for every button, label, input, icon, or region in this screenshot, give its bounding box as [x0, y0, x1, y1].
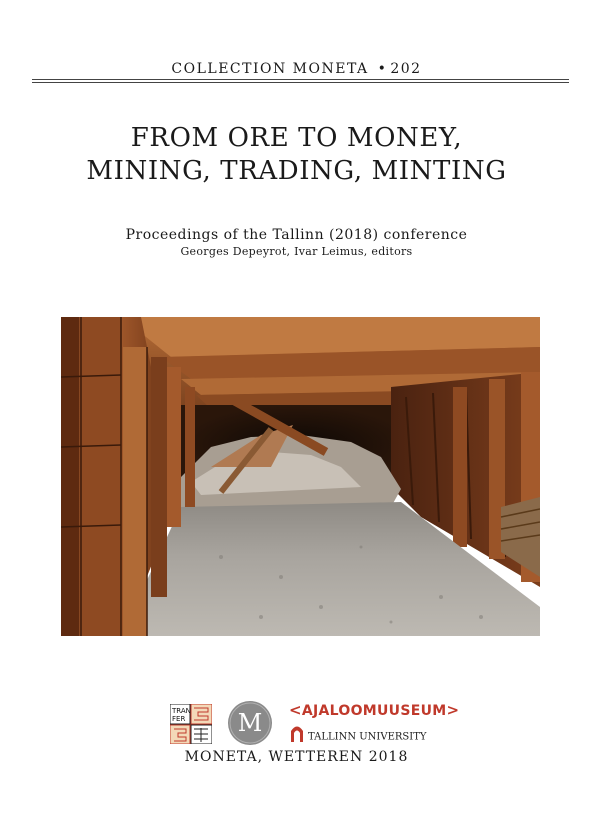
logo-strip — [0, 698, 593, 748]
moneta-letter: M — [237, 709, 263, 737]
ajaloomuuseum-logo — [289, 700, 460, 720]
series-line — [0, 60, 593, 78]
svg-text:FER: FER — [172, 715, 186, 723]
book-editors: Georges Depeyrot, Ivar Leimus, editors — [180, 245, 413, 258]
series-number: 202 — [390, 61, 422, 77]
ajaloo-left-chevron: < — [289, 701, 302, 719]
moneta-logo — [227, 700, 273, 746]
title-line-2: MINING, TRADING, MINTING — [86, 156, 507, 186]
svg-text:TRAN: TRAN — [172, 707, 191, 715]
book-subtitle: Proceedings of the Tallinn (2018) conference — [125, 227, 468, 243]
book-title — [0, 122, 593, 188]
series-separator: • — [377, 61, 388, 77]
ajaloomuuseum-text: AJALOOMUUSEUM — [301, 703, 447, 719]
tallinn-university-logo — [290, 724, 440, 744]
tallinn-university-icon — [290, 724, 304, 750]
tallinn-university-text: TALLINN UNIVERSITY — [308, 731, 427, 743]
cover-photo — [61, 317, 540, 636]
header-rule-bottom — [32, 82, 569, 83]
transfer-logo — [170, 704, 212, 744]
series-name: COLLECTION MONETA — [171, 61, 369, 77]
ajaloo-right-chevron: > — [446, 701, 460, 719]
publisher-line: MONETA, WETTEREN 2018 — [184, 749, 409, 765]
title-line-1: FROM ORE TO MONEY, — [130, 123, 463, 153]
header-rule-top — [32, 79, 569, 80]
